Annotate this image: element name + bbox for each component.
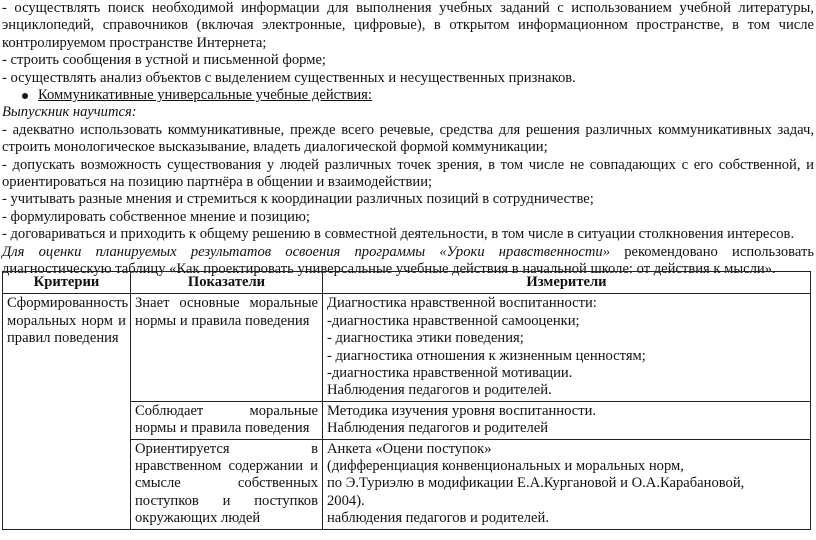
measure-line: - диагностика отношения к жизненным ценностям; bbox=[327, 347, 646, 364]
measures-cell bbox=[323, 439, 811, 529]
paragraph-line: - строить сообщения в устной и письменной форме; bbox=[2, 52, 326, 69]
indicator-cell: Ориентируется в нравственном содержании и смысле собственных поступков и поступков окружающих людей bbox=[131, 439, 323, 529]
table-row bbox=[3, 294, 811, 401]
paragraph-line: строить монологическое высказывание, владеть диалогической формой коммуникации; bbox=[2, 139, 548, 156]
measure-line: Наблюдения педагогов и родителей. bbox=[327, 382, 552, 399]
measure-line: Диагностика нравственной воспитанности: bbox=[327, 295, 597, 312]
diagnostic-table bbox=[2, 271, 811, 530]
paragraph-line: - договариваться и приходить к общему решению в совместной деятельности, в том числе в ситуации столкновения интересов. bbox=[2, 226, 795, 243]
measure-line: Методика изучения уровня воспитанности. bbox=[327, 402, 597, 419]
header-indicators: Показатели bbox=[131, 272, 323, 294]
assessment-rest: рекомендовано использовать bbox=[610, 243, 814, 260]
bullet-dot-icon bbox=[22, 93, 28, 99]
measure-line: - диагностика этики поведения; bbox=[327, 330, 524, 347]
criterion-cell: Сформированность моральных норм и правил поведения bbox=[3, 294, 131, 529]
indicator-cell: Знает основные моральные нормы и правила поведения bbox=[131, 294, 323, 401]
graduate-heading: Выпускник научится: bbox=[2, 104, 137, 121]
bullet-heading: Коммуникативные универсальные учебные действия: bbox=[38, 87, 372, 104]
paragraph-line: диагностическую таблицу «Как проектировать универсальные учебные действия в начальной школе: от действия к мысли». bbox=[2, 261, 776, 278]
header-measures: Измерители bbox=[323, 272, 811, 294]
assessment-paragraph bbox=[0, 244, 816, 261]
table-header-row bbox=[3, 272, 811, 294]
measure-line: наблюдения педагогов и родителей. bbox=[327, 510, 549, 527]
paragraph-line: энциклопедий, справочников (включая электронные, цифровые), в открытом информационном пространстве, в том числе bbox=[2, 17, 814, 34]
paragraph-line: - учитывать разные мнения и стремиться к координации различных позиций в сотрудничестве; bbox=[2, 191, 594, 208]
measure-line: -диагностика нравственной мотивации. bbox=[327, 365, 573, 382]
paragraph-line: - допускать возможность существования у людей различных точек зрения, в том числе не совпадающих с его собственной, и bbox=[2, 156, 814, 173]
paragraph-line: контролируемом пространстве Интернета; bbox=[2, 34, 267, 51]
measures-cell bbox=[323, 401, 811, 439]
measure-line: -диагностика нравственной самооценки; bbox=[327, 312, 580, 329]
indicator-cell: Соблюдает моральные нормы и правила поведения bbox=[131, 401, 323, 439]
measure-line: Наблюдения педагогов и родителей bbox=[327, 420, 549, 437]
paragraph-line: - адекватно использовать коммуникативные, прежде всего речевые, средства для решения различных коммуникативных задач, bbox=[2, 121, 814, 138]
measure-line: 2004). bbox=[327, 492, 365, 509]
assessment-italic: Для оценки планируемых результатов освоения программы «Уроки нравственности» bbox=[2, 243, 610, 260]
measure-line: Анкета «Оцени поступок» bbox=[327, 440, 492, 457]
measure-line: (дифференциация конвенциональных и моральных норм, bbox=[327, 458, 684, 475]
bullet-item bbox=[0, 87, 816, 104]
measures-cell bbox=[323, 294, 811, 401]
paragraph-line: - формулировать собственное мнение и позицию; bbox=[2, 208, 310, 225]
paragraph-line: - осуществлять поиск необходимой информации для выполнения учебных заданий с использованием учебной литературы, bbox=[2, 0, 814, 16]
header-criteria: Критерии bbox=[3, 272, 131, 294]
paragraph-line: - осуществлять анализ объектов с выделением существенных и несущественных признаков. bbox=[2, 69, 576, 86]
measure-line: по Э.Туриэлю в модификации Е.А.Кургановой и О.А.Карабановой, bbox=[327, 475, 745, 492]
paragraph-line: ориентироваться на позицию партнёра в общении и взаимодействии; bbox=[2, 174, 433, 191]
